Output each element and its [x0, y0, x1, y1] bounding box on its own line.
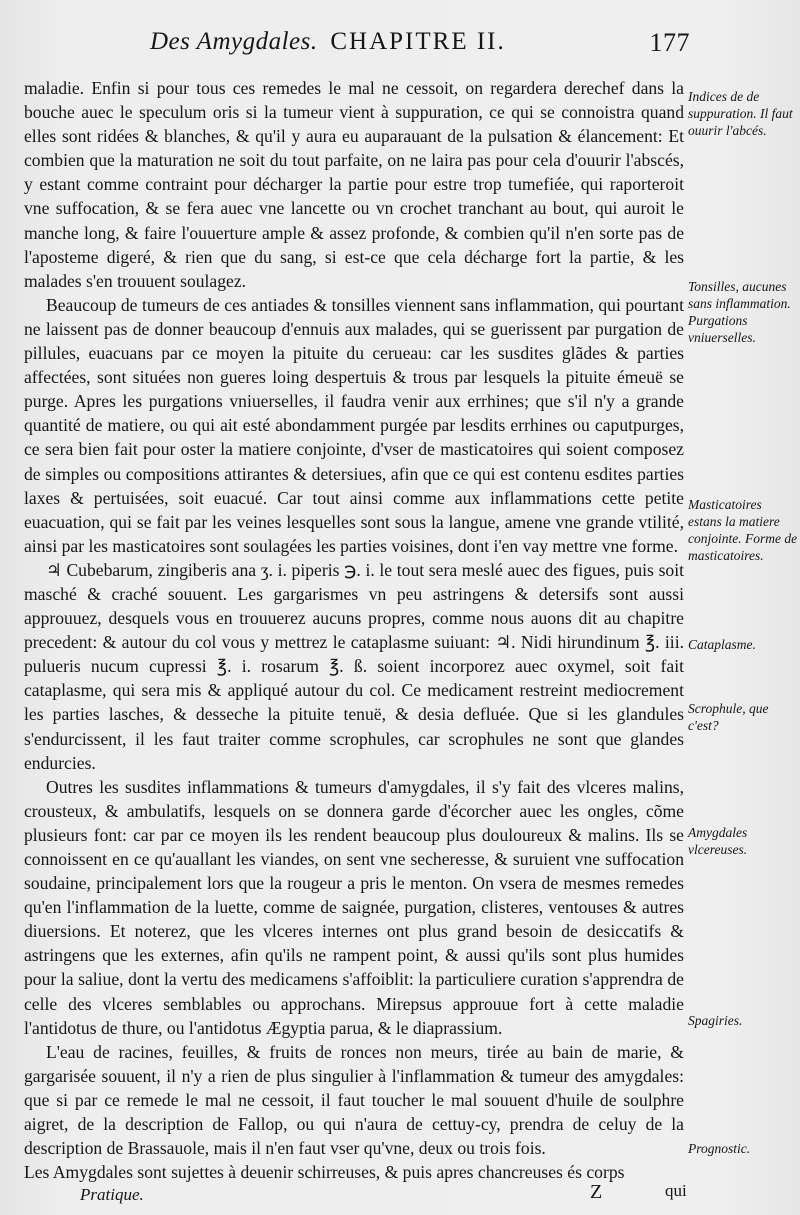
- paragraph-6: Les Amygdales sont sujettes à deuenir schirreuses, & puis apres chancreuses és corps: [24, 1162, 625, 1183]
- signature-mark: Z: [590, 1181, 603, 1203]
- header-chapter: CHAPITRE II.: [330, 28, 506, 55]
- paragraph-5: L'eau de racines, feuilles, & fruits de ronces non meurs, tirée au bain de marie, & gargarisée souuent, il n'y a rien de plus singulier à l'inflammation & tumeur des amygdales: que si par ce remede le mal ne cessoit, il faut toucher le mal souuent d'huile de soulphre aigret, de la description de Fallop, ou qui n'aura de cettuy-cy, prendra de celuy de la description de Brassauole, mais il n'en faut vser qu'vne, deux ou trois fois.: [24, 1041, 684, 1159]
- running-header: [150, 28, 690, 57]
- margin-note-tonsilles: Tonsilles, aucunes sans inflammation. Purgations vniuerselles.: [688, 279, 791, 345]
- margin-note-prognostic: Prognostic.: [688, 1141, 751, 1156]
- margin-note-vlcereuses: Amygdales vlcereuses.: [688, 825, 748, 857]
- paragraph-2: Beaucoup de tumeurs de ces antiades & tonsilles viennent sans inflammation, qui pourtant ne laissent pas de donner beaucoup d'ennuis aux malades, qui se guerissent par purgation de pillules, euacuans par ce moyen la pituite du cerueau: car les susdites glãdes & parties affectées, sont situées non gueres loing despertuis & trous par lesquels la pituite émeuë se purge. Apres les purgations vniuerselles, il faudra venir aux errhines; que s'il n'y a grande quantité de matiere, ou qui ait esté abondamment purgée par lesdits errhines ou caputpurges, ce sera bien fait pour oster la matiere conjointe, d'vser de masticatoires qui soient composez de simples ou compositions attirantes & detersiues, afin que ce qui est contenu esdites parties laxes & pertuisées, soit euacué. Car tout ainsi comme aux inflammations cette petite euacuation, qui se fait par les veines lesquelles sont sous la langue, amene vne grande vtilité, ainsi par les masticatoires sont soulagées les parties voisines, dont i'en vay mettre vne forme.: [24, 294, 684, 556]
- margin-note-suppuration: Indices de de suppuration. Il faut ouurir l'abcés.: [688, 89, 793, 138]
- paragraph-1: maladie. Enfin si pour tous ces remedes le mal ne cessoit, on regardera derechef dans la bouche auec le speculum oris si la tumeur vient à suppuration, ce qui se connoistra quand elles sont ridées & blanches, & qu'il y aura eu auparauant de la pulsation & élancement: Et combien que la maturation ne soit du tout parfaite, on ne laira pas pour cela d'ouurir l'abscés, y estant comme contraint pour décharger la partie pour estre trop tumefiée, qui raporteroit vne suffocation, & se fera auec vne lancette ou vn crochet tranchant au bout, qui auroit le manche long, & faire l'ouuerture ample & assez profonde, & combien qu'il n'en sorte pas de l'aposteme digeré, & rien que du sang, si est-ce que cela décharge fort la partie, & les malades s'en trouuent soulagez.: [24, 78, 684, 291]
- header-title: Des Amygdales.: [150, 28, 318, 55]
- page-number: 177: [649, 28, 690, 57]
- margin-note-scrophule: Scrophule, que c'est?: [688, 701, 769, 733]
- paragraph-3: ♃ Cubebarum, zingiberis ana ʒ. i. piperis ℈. i. le tout sera meslé auec des figues, puis soit masché & craché souuent. Les gargarismes vn peu astringens & detersifs sont aussi approuuez, desquels vous en trouuerez aucuns propres, comme nous auons dit au chapitre precedent: & autour du col vous y mettrez le cataplasme suiuant: ♃. Nidi hirundinum ℥. iii. pulueris nucum cupressi ℥. i. rosarum ℥. ß. soient incorporez auec oxymel, soit fait cataplasme, qui sera mis & appliqué autour du col. Ce medicament restreint mediocrement les parties lasches, & desseche la pituite tenuë, & desia defluée. Que si les glandules s'endurcissent, il les faut traiter comme scrophules, car scrophules ne sont que glandes endurcies.: [24, 559, 684, 773]
- margin-note-spagiries: Spagiries.: [688, 1013, 743, 1028]
- margin-note-cataplasme: Cataplasme.: [688, 637, 756, 652]
- catchword: qui: [665, 1181, 687, 1200]
- running-footer: Pratique.: [80, 1185, 144, 1204]
- paragraph-4: Outres les susdites inflammations & tumeurs d'amygdales, il s'y fait des vlceres malins, crousteux, & ambulatifs, lesquels on se donnera garde d'écorcher auec les ongles, cõme plusieurs font: car par ce moyen ils les rendent beaucoup plus douloureux & malins. Ils se connoissent en ce qu'auallant les viandes, on sent vne secheresse, & suruient vne suffocation soudaine, principalement lors que la rougeur a pris le menton. On vsera de mesmes remedes qu'en l'inflammation de la luette, comme de saignée, purgation, clisteres, ventouses & autres diuersions. Et noterez, que les vlceres internes ont plus grand besoin de desiccatifs & astringens que les externes, afin qu'ils ne rampent point, & aussi qu'ils sont plus humides pour la saliue, dont la vertu des medicamens s'affoiblit: la particuliere curation s'apprendra de celle des vlceres semblables ou approchans. Mirepsus approuue fort à cette maladie l'antidotus de thure, ou l'antidotus Ægyptia parua, & le diaprassium.: [24, 776, 684, 1038]
- page-footer: [80, 1181, 700, 1205]
- main-text: [24, 76, 684, 1184]
- margin-note-masticatoires: Masticatoires estans la matiere conjointe. Forme de masticatoires.: [688, 497, 798, 563]
